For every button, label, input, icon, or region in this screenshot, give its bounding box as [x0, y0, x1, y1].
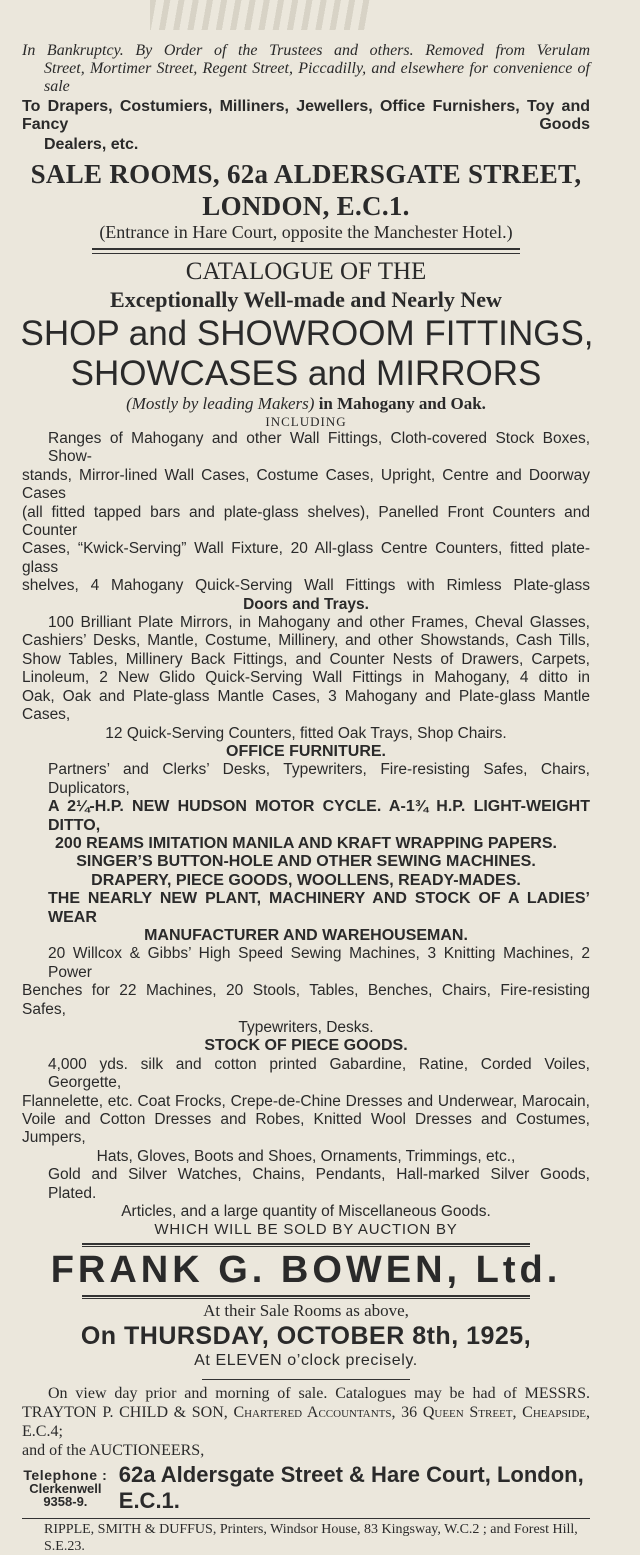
divider-rule [202, 1379, 410, 1380]
double-rule [82, 1243, 530, 1247]
fittings-line: stands, Mirror-lined Wall Cases, Costume Cases, Upright, Centre and Doorway Cases [22, 466, 590, 503]
mirrors-line: Show Tables, Millinery Back Fittings, and Counter Nests of Drawers, Carpets, [22, 650, 590, 668]
catalogue-title: CATALOGUE OF THE [185, 258, 427, 285]
torn-paper-edge [150, 0, 370, 30]
fittings-line: Ranges of Mahogany and other Wall Fittings, Cloth-covered Stock Boxes, Show- [48, 430, 590, 466]
machinery-line: Typewriters, Desks. [238, 1019, 374, 1036]
fittings-paragraph [22, 430, 590, 614]
plant-line-2: MANUFACTURER AND WAREHOUSEMAN. [144, 926, 468, 944]
double-rule [82, 1295, 530, 1299]
entrance-note: (Entrance in Hare Court, opposite the Manchester Hotel.) [99, 222, 513, 242]
trades-line-1: To Drapers, Costumiers, Milliners, Jewellers, Office Furnishers, Toy and Fancy Goods [22, 98, 590, 133]
auction-by-line: WHICH WILL BE SOLD BY AUCTION BY [154, 1221, 458, 1239]
stock-line: Flannelette, etc. Coat Frocks, Crepe-de-Chine Dresses and Underwear, Marocain, [22, 1092, 590, 1110]
telephone-number: 9358-9. [43, 1493, 88, 1509]
intro-line-3: sale [44, 78, 70, 95]
fittings-line: shelves, 4 Mahogany Quick-Serving Wall Fittings with Rimless Plate-glass [22, 577, 590, 595]
telephone-exchange: Clerkenwell [29, 1480, 102, 1496]
sale-rooms-above: At their Sale Rooms as above, [203, 1301, 409, 1321]
fittings-line: Doors and Trays. [243, 595, 369, 613]
sale-rooms-heading: SALE ROOMS, 62a ALDERSGATE STREET, LONDON, E.C.1. [30, 159, 582, 221]
machinery-line: Benches for 22 Machines, 20 Stools, Tables, Benches, Chairs, Fire-resisting Safes, [22, 982, 590, 1018]
sale-date: On THURSDAY, OCTOBER 8th, 1925, [80, 1322, 532, 1351]
machinery-paragraph [22, 945, 590, 1037]
office-line: Partners’ and Clerks’ Desks, Typewriters, Fire-resisting Safes, Chairs, Duplicators, [48, 761, 590, 797]
headline-showcases: SHOWCASES and MIRRORS [70, 354, 542, 393]
including-label: INCLUDING [265, 414, 347, 429]
printer-rule [22, 1518, 590, 1519]
office-heading: OFFICE FURNITURE. [226, 742, 386, 760]
stock-line: 4,000 yds. silk and cotton printed Gabardine, Ratine, Corded Voiles, Georgette, [48, 1055, 590, 1092]
mirrors-line: Linoleum, 2 New Glido Quick-Serving Wall Fittings in Mahogany, 4 ditto in [22, 669, 590, 687]
sale-time: At ELEVEN o’clock precisely. [194, 1352, 418, 1370]
mirrors-line: Cashiers’ Desks, Mantle, Costume, Millinery, and other Showstands, Cash Tills, [22, 632, 590, 650]
mirrors-paragraph [22, 614, 590, 743]
stock-line: Hats, Gloves, Boots and Shoes, Ornaments, Trimmings, etc., [96, 1147, 516, 1165]
auctioneer-address: 62a Aldersgate Street & Hare Court, London, E.C.1. [118, 1462, 584, 1514]
machinery-line: 20 Willcox & Gibbs’ High Speed Sewing Machines, 3 Knitting Machines, 2 Power [48, 945, 590, 981]
stock-line: Gold and Silver Watches, Chains, Pendants, Hall-marked Silver Goods, Plated. [48, 1166, 590, 1202]
view-line: TRAYTON P. CHILD & SON, Chartered Accountants, 36 Queen Street, Cheapside, E.C.4; [22, 1404, 590, 1441]
sewing-machines-line: SINGER’S BUTTON-HOLE AND OTHER SEWING MACHINES. [76, 853, 536, 871]
plant-line-1: THE NEARLY NEW PLANT, MACHINERY AND STOCK OF A LADIES’ WEAR [48, 890, 590, 926]
mirrors-line: 100 Brilliant Plate Mirrors, in Mahogany and other Frames, Cheval Glasses, [48, 614, 590, 632]
makers-bold: in Mahogany and Oak. [318, 394, 486, 413]
view-line: On view day prior and morning of sale. Catalogues may be had of MESSRS. [48, 1385, 590, 1403]
stock-paragraph [22, 1056, 590, 1222]
stock-line: Voile and Cotton Dresses and Robes, Knitted Wool Dresses and Costumes, Jumpers, [22, 1111, 590, 1147]
makers-italic: (Mostly by leading Makers) [126, 394, 315, 413]
intro-line-1: In Bankruptcy. By Order of the Trustees and others. Removed from Verulam [22, 42, 590, 59]
drapery-line: DRAPERY, PIECE GOODS, WOOLLENS, READY-MADES. [91, 871, 521, 889]
catalogue-subtitle: Exceptionally Well-made and Nearly New [110, 287, 502, 312]
mirrors-line: Oak, Oak and Plate-glass Mantle Cases, 3 Mahogany and Plate-glass Mantle Cases, [22, 687, 590, 724]
fittings-line: Cases, “Kwick-Serving” Wall Fixture, 20 All-glass Centre Counters, fitted plate-glass [22, 540, 590, 576]
telephone-label: Telephone : [23, 1466, 108, 1483]
headline-shop-fittings: SHOP and SHOWROOM FITTINGS, [20, 314, 594, 353]
view-paragraph [22, 1384, 590, 1460]
reams-line: 200 REAMS IMITATION MANILA AND KRAFT WRAPPING PAPERS. [55, 834, 557, 852]
contact-block [22, 1462, 590, 1514]
motor-cycle-line: A 2¼-H.P. NEW HUDSON MOTOR CYCLE. A-1¾ H.P. LIGHT-WEIGHT DITTO, [48, 798, 590, 834]
printer-imprint: RIPPLE, SMITH & DUFFUS, Printers, Windsor House, 83 Kingsway, W.C.2 ; and Forest Hill, S.E.23. [44, 1522, 578, 1555]
view-line: and of the AUCTIONEERS, [22, 1442, 205, 1460]
fittings-line: (all fitted tapped bars and plate-glass shelves), Panelled Front Counters and Counter [22, 503, 590, 540]
makers-line [22, 394, 590, 414]
stock-line: Articles, and a large quantity of Miscellaneous Goods. [121, 1203, 491, 1221]
double-rule [92, 248, 520, 254]
stock-heading: STOCK OF PIECE GOODS. [204, 1037, 408, 1055]
trades-line-2: Dealers, etc. [44, 136, 139, 153]
mirrors-line: 12 Quick-Serving Counters, fitted Oak Trays, Shop Chairs. [105, 724, 507, 742]
auctioneer-name: FRANK G. BOWEN, Ltd. [50, 1249, 562, 1292]
telephone-block [22, 1466, 109, 1509]
intro-line-2: Street, Mortimer Street, Regent Street, Piccadilly, and elsewhere for convenience of [44, 60, 590, 77]
